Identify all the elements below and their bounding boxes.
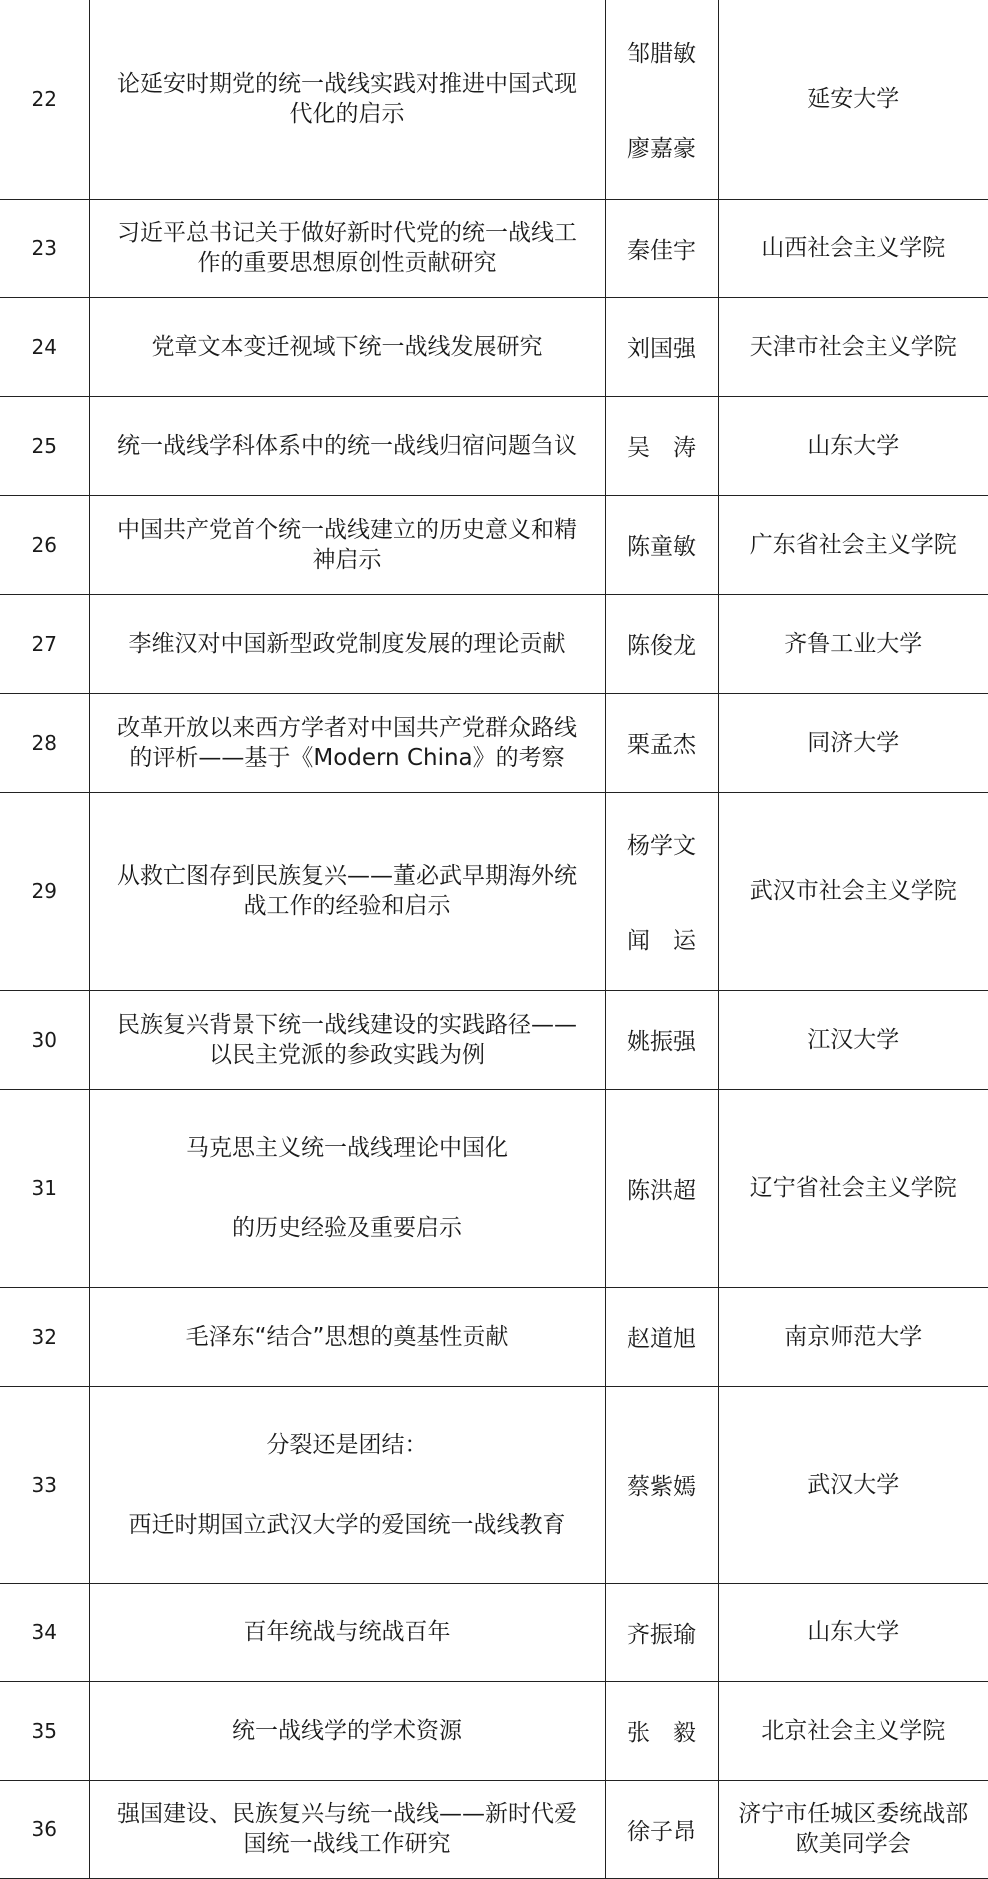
affiliation: 江汉大学 <box>718 990 988 1089</box>
affiliation: 延安大学 <box>718 0 988 199</box>
paper-title: 统一战线学科体系中的统一战线归宿问题刍议 <box>89 396 605 495</box>
author-name: 赵道旭 <box>605 1287 718 1386</box>
paper-title: 百年统战与统战百年 <box>89 1583 605 1681</box>
author-name: 姚振强 <box>605 990 718 1089</box>
row-number: 24 <box>0 297 89 396</box>
row-number: 32 <box>0 1287 89 1386</box>
row-number: 23 <box>0 199 89 297</box>
table-row <box>0 1780 988 1878</box>
affiliation: 武汉市社会主义学院 <box>718 792 988 990</box>
table-row <box>0 0 988 199</box>
row-number: 36 <box>0 1780 89 1878</box>
paper-title: 从救亡图存到民族复兴——董必武早期海外统 战工作的经验和启示 <box>89 792 605 990</box>
affiliation: 济宁市任城区委统战部 欧美同学会 <box>718 1780 988 1878</box>
paper-title: 党章文本变迁视域下统一战线发展研究 <box>89 297 605 396</box>
table-row <box>0 396 988 495</box>
row-number: 34 <box>0 1583 89 1681</box>
author-name: 陈俊龙 <box>605 594 718 693</box>
author-name: 陈童敏 <box>605 495 718 594</box>
affiliation: 武汉大学 <box>718 1386 988 1583</box>
paper-title: 改革开放以来西方学者对中国共产党群众路线 的评析——基于《Modern China》的考察 <box>89 693 605 792</box>
author-name: 刘国强 <box>605 297 718 396</box>
table-row <box>0 1386 988 1583</box>
row-number: 30 <box>0 990 89 1089</box>
table-row <box>0 297 988 396</box>
affiliation: 天津市社会主义学院 <box>718 297 988 396</box>
affiliation: 辽宁省社会主义学院 <box>718 1089 988 1287</box>
paper-title: 马克思主义统一战线理论中国化 的历史经验及重要启示 <box>89 1089 605 1287</box>
table-row <box>0 1681 988 1780</box>
affiliation: 广东省社会主义学院 <box>718 495 988 594</box>
paper-title: 分裂还是团结： 西迁时期国立武汉大学的爱国统一战线教育 <box>89 1386 605 1583</box>
row-number: 33 <box>0 1386 89 1583</box>
author-name: 秦佳宇 <box>605 199 718 297</box>
row-number: 35 <box>0 1681 89 1780</box>
paper-title: 论延安时期党的统一战线实践对推进中国式现 代化的启示 <box>89 0 605 199</box>
row-number: 25 <box>0 396 89 495</box>
paper-title: 毛泽东“结合”思想的奠基性贡献 <box>89 1287 605 1386</box>
row-number: 31 <box>0 1089 89 1287</box>
affiliation: 山东大学 <box>718 1583 988 1681</box>
table-row <box>0 792 988 990</box>
table-row <box>0 1089 988 1287</box>
author-name: 陈洪超 <box>605 1089 718 1287</box>
affiliation: 山东大学 <box>718 396 988 495</box>
table-row <box>0 594 988 693</box>
paper-title: 统一战线学的学术资源 <box>89 1681 605 1780</box>
table-row <box>0 1583 988 1681</box>
author-name: 张 毅 <box>605 1681 718 1780</box>
paper-title: 李维汉对中国新型政党制度发展的理论贡献 <box>89 594 605 693</box>
row-number: 28 <box>0 693 89 792</box>
table-row <box>0 199 988 297</box>
row-number: 26 <box>0 495 89 594</box>
author-name: 徐子昂 <box>605 1780 718 1878</box>
affiliation: 齐鲁工业大学 <box>718 594 988 693</box>
author-name: 吴 涛 <box>605 396 718 495</box>
author-name: 蔡紫嫣 <box>605 1386 718 1583</box>
author-name: 邹腊敏 廖嘉豪 <box>605 0 718 199</box>
table-row <box>0 495 988 594</box>
affiliation: 同济大学 <box>718 693 988 792</box>
author-name: 栗孟杰 <box>605 693 718 792</box>
table-row <box>0 1287 988 1386</box>
paper-title: 中国共产党首个统一战线建立的历史意义和精 神启示 <box>89 495 605 594</box>
row-number: 27 <box>0 594 89 693</box>
row-number: 29 <box>0 792 89 990</box>
paper-title: 强国建设、民族复兴与统一战线——新时代爱 国统一战线工作研究 <box>89 1780 605 1878</box>
affiliation: 南京师范大学 <box>718 1287 988 1386</box>
author-name: 齐振瑜 <box>605 1583 718 1681</box>
row-number: 22 <box>0 0 89 199</box>
author-name: 杨学文 闻 运 <box>605 792 718 990</box>
paper-title: 习近平总书记关于做好新时代党的统一战线工 作的重要思想原创性贡献研究 <box>89 199 605 297</box>
affiliation: 山西社会主义学院 <box>718 199 988 297</box>
table-row <box>0 693 988 792</box>
paper-title: 民族复兴背景下统一战线建设的实践路径—— 以民主党派的参政实践为例 <box>89 990 605 1089</box>
table-row <box>0 990 988 1089</box>
affiliation: 北京社会主义学院 <box>718 1681 988 1780</box>
